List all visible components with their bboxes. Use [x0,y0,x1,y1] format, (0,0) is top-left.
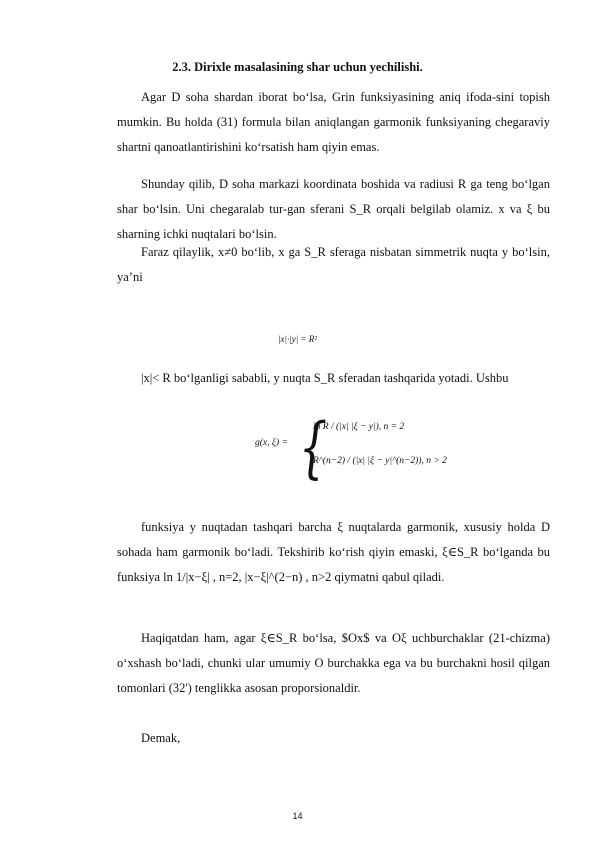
paragraph-4-text: |x|< R bo‘lganligi sababli, y nuqta S_R sferadan tashqarida yotadi. Ushbu [141,371,509,385]
formula-case-2: R^(n−2) / (|x| |ξ − y|^(n−2)), n > 2 [313,456,447,466]
paragraph-5-text: funksiya y nuqtadan tashqari barcha ξ nuqtalarda garmonik, xususiy holda D sohada ham garmonik bo‘ladi. Tekshirib ko‘rish qiyin emaski, ξ∈S_R bo‘lganda bu funksiya ln 1/|x−ξ| , n=2, |x−ξ|^(2−n) , n>2 qiymatni qabul qiladi. [117,520,550,584]
formula-lhs: g(x, ξ) = [255,438,288,448]
page-number: 14 [292,811,303,821]
formula-symmetry: |x|·|y| = R² [278,334,317,344]
paragraph-2-text: Shunday qilib, D soha markazi koordinata boshida va radiusi R ga teng bo‘lgan shar bo‘lsin. Uni chegaralab tur-gan sferani S_R orqali belgilab olamiz. x va ξ bu sharning ichki nuqtalari bo‘lsin. [117,177,550,241]
paragraph-3-text: Faraz qilaylik, x≠0 bo‘lib, x ga S_R sferaga nisbatan simmetrik nuqta y bo‘lsin, ya’ni [117,245,550,284]
paragraph-6 [117,626,550,701]
paragraph-2 [117,172,550,247]
paragraph-7 [117,726,550,751]
paragraph-3 [117,240,550,290]
formula-green-function [255,410,455,487]
formula-case-1: ln R / (|x| |ξ − y|), n = 2 [313,422,405,432]
paragraph-6-text: Haqiqatdan ham, agar ξ∈S_R bo‘lsa, $Ox$ va Oξ uchburchaklar (21-chizma) o‘xshash bo‘ladi, chunki ular umumiy O burchakka ega va bu burchakni hosil qilgan tomonlari (32') tenglikka asosan proporsionaldir. [117,631,550,695]
formula-brace: { [299,410,327,487]
paragraph-4 [117,366,550,391]
paragraph-1-text: Agar D soha shardan iborat bo‘lsa, Grin funksiyasining aniq ifoda-sini topish mumkin. Bu holda (31) formula bilan aniqlangan garmonik funksiyaning chegaraviy shartni qanoatlantirishini ko‘rsatish ham qiyin emas. [117,90,550,154]
paragraph-5 [117,515,550,590]
paragraph-1 [117,85,550,160]
section-title: 2.3. Dirixle masalasining shar uchun yechilishi. [172,60,423,74]
paragraph-7-text: Demak, [141,731,181,745]
